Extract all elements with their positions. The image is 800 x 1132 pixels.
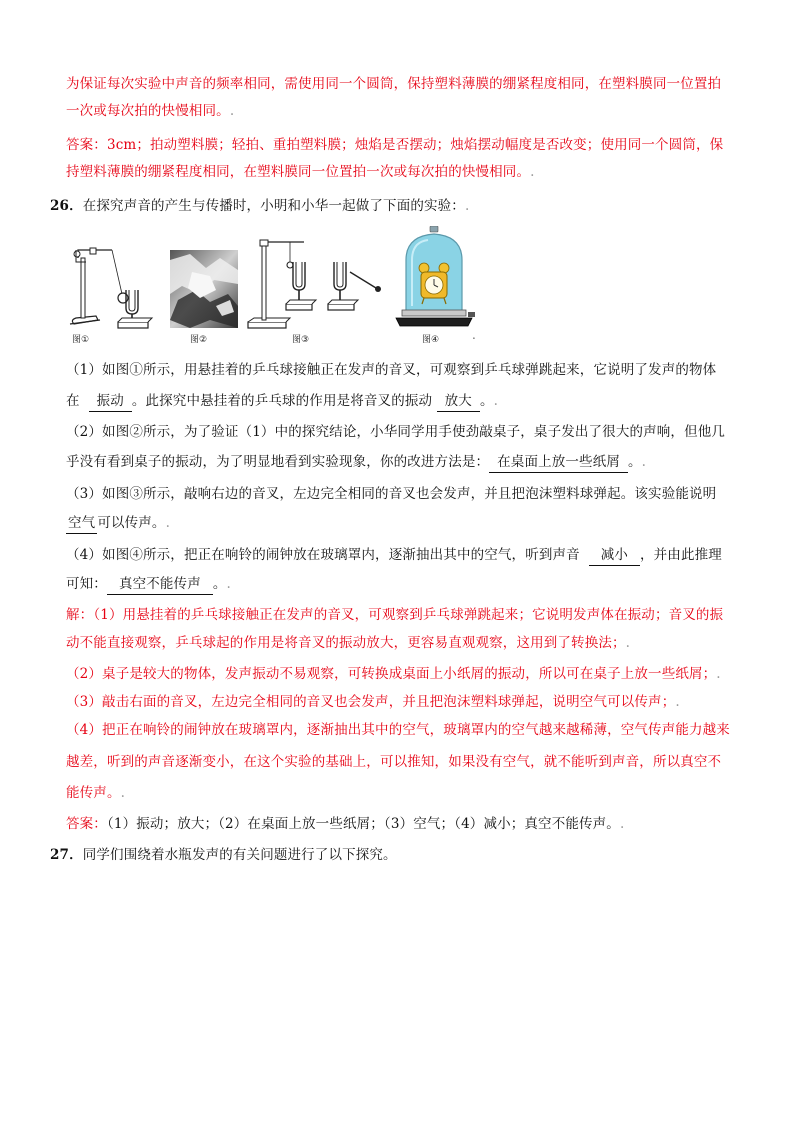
solution-label: 解： [66, 607, 94, 623]
stray-dot: . [226, 576, 231, 592]
figure-3-caption: 图③ [292, 335, 310, 345]
stray-dot: . [472, 328, 476, 342]
text: （3）敲击右面的音叉，左边完全相同的音叉也会发声，并且把泡沫塑料球弹起，说明空气可以传声； [66, 694, 676, 710]
stray-dot: . [641, 454, 647, 470]
stray-dot: . [229, 103, 235, 119]
experiment-figures [66, 228, 486, 346]
q26-part3-line-2 [66, 513, 756, 534]
answer-blank-vacuum: 真空不能传声 [107, 574, 213, 595]
stray-dot: . [716, 666, 721, 682]
stray-dot: . [493, 393, 499, 409]
figure-4-caption: 图④ [422, 335, 440, 345]
q26-part4-line-2 [66, 574, 756, 595]
answer-label: 答案： [66, 137, 107, 153]
answer-blank-vibration: 振动 [89, 391, 132, 412]
answer-blank-paper-scraps: 在桌面上放一些纸屑 [489, 452, 628, 473]
question-number: 26． [50, 198, 83, 214]
text: 可知： [66, 576, 107, 592]
solution-line-6: 越差，听到的声音逐渐变小，在这个实验的基础上，可以推知，如果没有空气，就不能听到声音，所以真空不 [66, 754, 722, 770]
solution-line-7 [66, 783, 756, 803]
stray-dot: . [619, 816, 625, 832]
stray-dot: . [530, 164, 535, 180]
question-number: 27． [50, 847, 83, 863]
prev-answer-line-2 [66, 162, 756, 182]
prev-answer-text-2: 持塑料薄膜的绷紧程度相同，在塑料膜同一位置拍一次或每次拍的快慢相同。 [66, 164, 531, 180]
text: 能传声。 [66, 785, 121, 801]
text: （1）用悬挂着的乒乓球接触正在发声的音叉，可观察到乒乓球弹跳起来；它说明发声体在振动；音叉的振 [93, 607, 724, 623]
stray-dot: . [625, 635, 631, 651]
question-stem-text: 同学们围绕着水瓶发声的有关问题进行了以下探究。 [82, 847, 397, 863]
question-stem-text: 在探究声音的产生与传播时，小明和小华一起做了下面的实验： [82, 198, 465, 214]
text: 。此探究中悬挂着的乒乓球的作用是将音叉的振动 [131, 393, 433, 409]
prev-answer-text: 3cm；拍动塑料膜；轻拍、重拍塑料膜；烛焰是否摆动；烛焰摆动幅度是否改变；使用同一个圆筒，保 [106, 137, 724, 153]
stray-dot: . [120, 785, 126, 801]
q26-answer-line [66, 814, 756, 834]
answer-blank-decrease: 减小 [589, 545, 640, 566]
solution-line-1 [66, 605, 756, 625]
figure-3-two-tuning-forks [246, 232, 386, 332]
answer-blank-amplify: 放大 [437, 391, 480, 412]
q26-part2-line-2 [66, 452, 756, 473]
question-27-stem [50, 845, 740, 865]
text: 。 [628, 454, 642, 470]
figure-2-caption: 图② [190, 335, 208, 345]
text: 可以传声。 [97, 515, 166, 531]
q26-part1-line-1: （1）如图①所示，用悬挂着的乒乓球接触正在发声的音叉，可观察到乒乓球弹跳起来，它说明了发声的物体 [66, 362, 717, 378]
text: 在 [66, 393, 80, 409]
text: ，并由此推理 [640, 547, 722, 563]
text: 动不能直接观察，乒乓球起的作用是将音叉的振动放大，更容易直观观察，这用到了转换法； [66, 635, 626, 651]
stray-dot: . [675, 694, 680, 710]
text: （4）如图④所示，把正在响铃的闹钟放在玻璃罩内，逐渐抽出其中的空气，听到声音 [66, 547, 580, 563]
answer-label: 答案： [66, 816, 107, 832]
solution-line-5: （4）把正在响铃的闹钟放在玻璃罩内，逐渐抽出其中的空气，玻璃罩内的空气越来越稀薄，空气传声能力越来 [66, 722, 730, 738]
figure-2-hand-striking-table [170, 250, 238, 328]
prev-explanation-line-2 [66, 101, 756, 121]
q26-part4-line-1 [66, 545, 756, 566]
stray-dot: . [464, 198, 470, 214]
prev-explanation-line-1: 为保证每次实验中声音的频率相同，需使用同一个圆筒，保持塑料薄膜的绷紧程度相同，在塑料膜同一位置拍 [66, 76, 722, 92]
q26-part1-line-2 [66, 391, 756, 412]
question-26-stem [50, 196, 740, 216]
answer-blank-air: 空气 [66, 513, 97, 534]
q26-part3-line-1: （3）如图③所示，敲响右边的音叉，左边完全相同的音叉也会发声，并且把泡沫塑料球弹起。该实验能说明 [66, 486, 717, 502]
text: 。 [212, 576, 227, 592]
figure-4-bell-jar-alarm-clock [392, 226, 476, 330]
prev-answer-line-1 [66, 135, 756, 155]
solution-line-2 [66, 633, 756, 653]
solution-line-3 [66, 664, 756, 684]
answer-text: （1）振动；放大；（2）在桌面上放一些纸屑；（3）空气；（4）减小；真空不能传声。 [106, 816, 620, 832]
figure-1-caption: 图① [72, 335, 90, 345]
stray-dot: . [165, 515, 171, 531]
text: 。 [479, 393, 494, 409]
text: 乎没有看到桌子的振动，为了明显地看到实验现象，你的改进方法是： [66, 454, 490, 470]
prev-explanation-text: 一次或每次拍的快慢相同。 [66, 103, 230, 119]
q26-part2-line-1: （2）如图②所示，为了验证（1）中的探究结论，小华同学用手使劲敲桌子，桌子发出了很大的声响，但他几 [66, 424, 726, 440]
figure-1-pingpong-tuning-fork [66, 228, 156, 333]
text: （2）桌子是较大的物体，发声振动不易观察，可转换成桌面上小纸屑的振动，所以可在桌子上放一些纸屑； [66, 666, 717, 682]
solution-line-4 [66, 692, 756, 712]
